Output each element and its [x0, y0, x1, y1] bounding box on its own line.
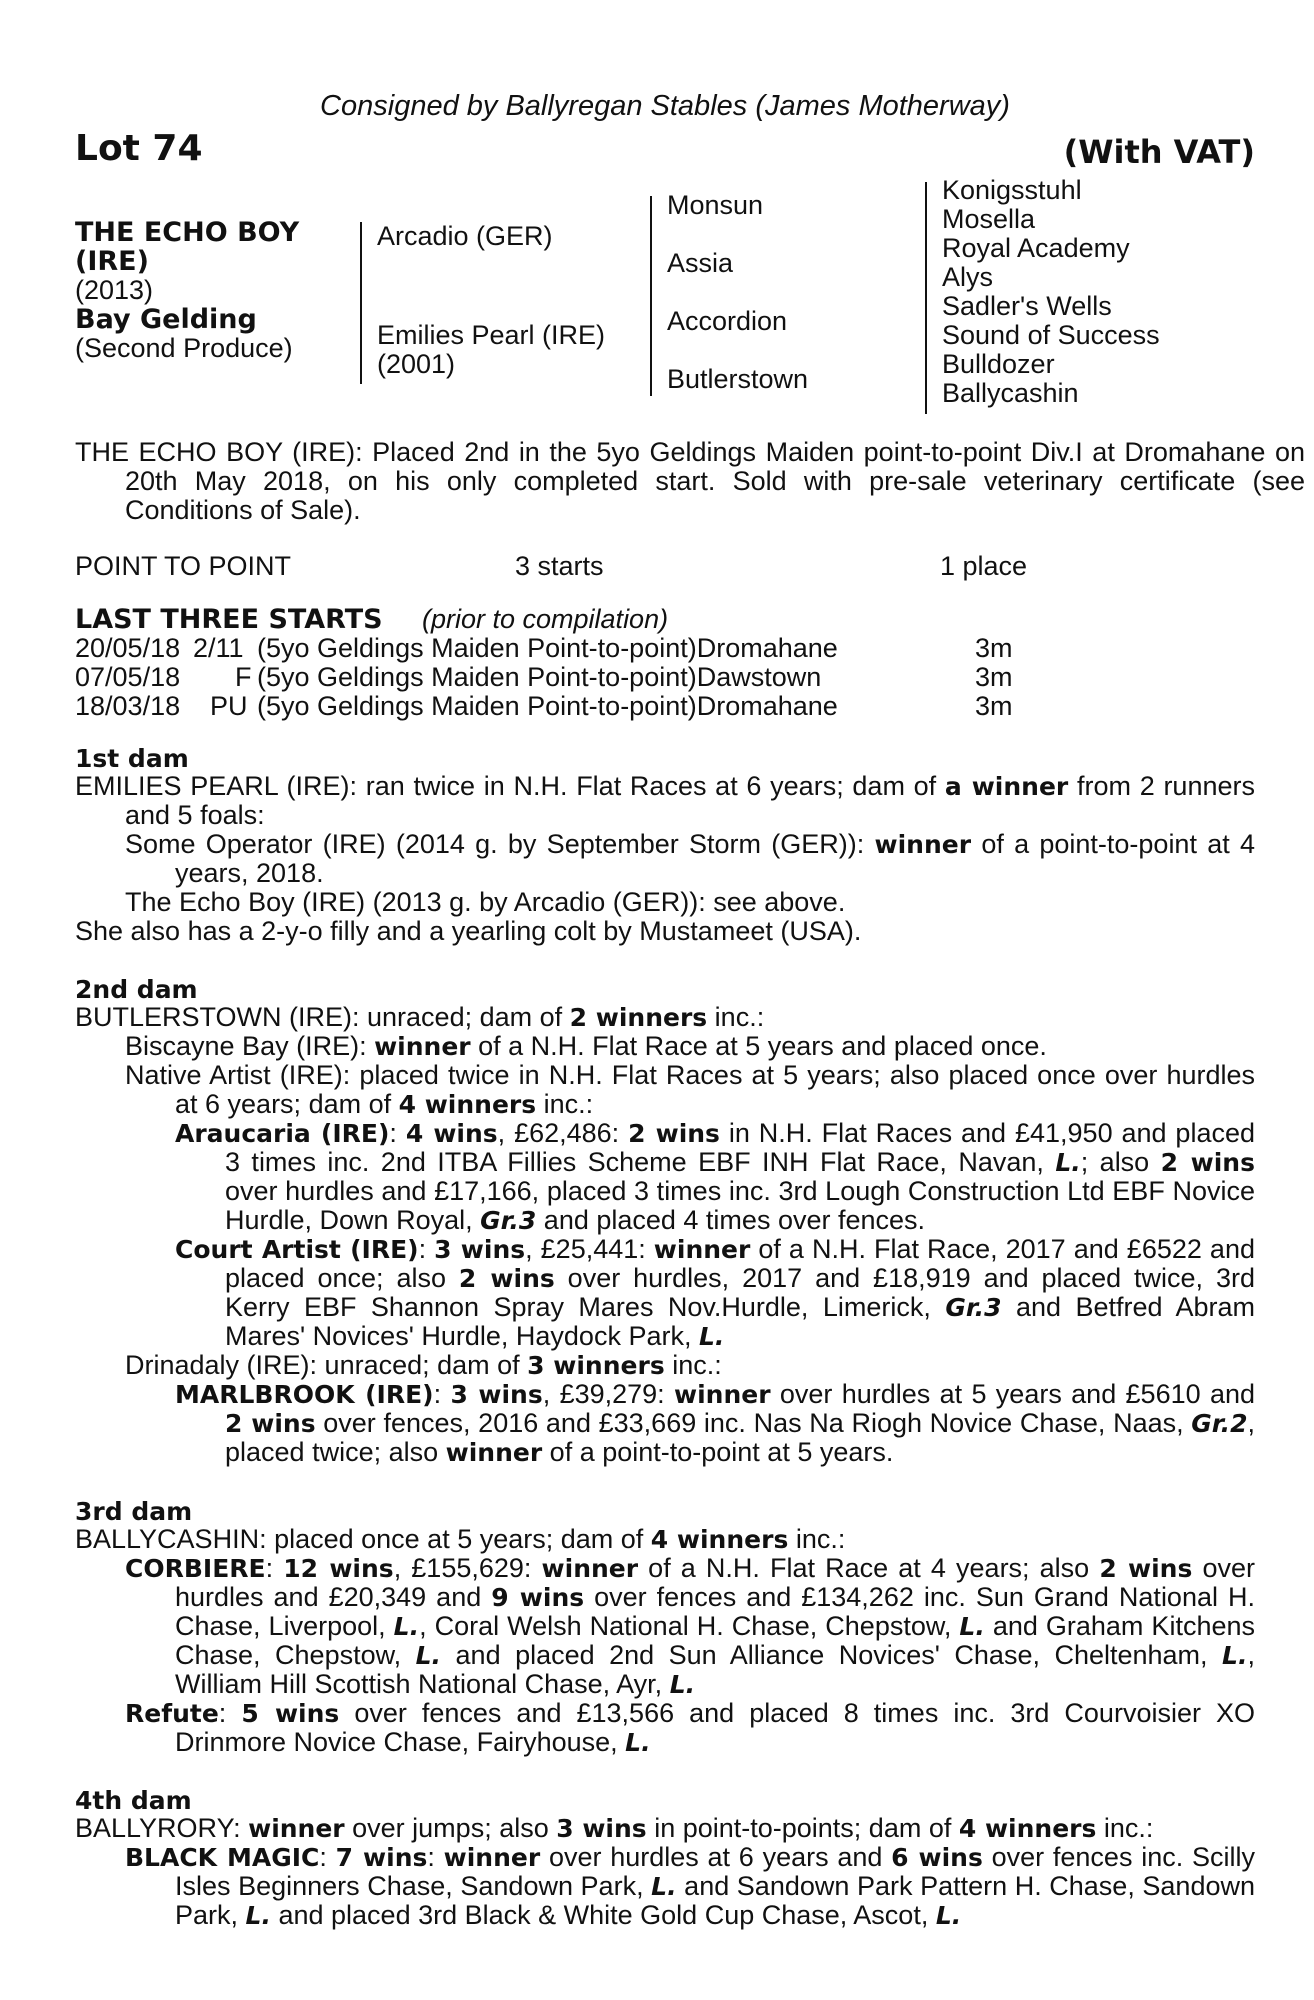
pedigree-divider	[360, 222, 362, 384]
great-grandparent: Ballycashin	[942, 378, 1079, 408]
horse-sex: Bay Gelding	[75, 304, 257, 335]
pedigree-divider	[650, 196, 652, 396]
horse-name: THE ECHO BOY	[75, 217, 300, 248]
start-distance: 3m	[975, 691, 1013, 721]
vat-label: (With VAT)	[1063, 133, 1255, 171]
third-dam-heading: 3rd dam	[75, 1497, 193, 1526]
start-distance: 3m	[975, 633, 1013, 663]
start-row	[75, 663, 1255, 693]
record-label: POINT TO POINT	[75, 551, 292, 581]
great-grandparent: Sadler's Wells	[942, 291, 1112, 321]
great-grandparent: Konigsstuhl	[942, 175, 1082, 205]
lot-number: Lot 74	[75, 128, 203, 169]
horse-country: (IRE)	[75, 246, 149, 277]
sire: Arcadio (GER)	[377, 221, 553, 251]
pedigree-divider	[925, 182, 927, 414]
start-distance: 3m	[975, 662, 1013, 692]
grandparent: Assia	[667, 248, 734, 278]
start-date: 07/05/18	[75, 662, 181, 692]
horse-identity	[75, 218, 345, 363]
start-date: 18/03/18	[75, 691, 181, 721]
record-starts: 3 starts	[515, 551, 604, 581]
start-position: PU	[210, 691, 248, 721]
start-position: 2/11	[193, 633, 244, 663]
great-grandparent: Mosella	[942, 204, 1036, 234]
last-starts-heading-row	[75, 605, 1255, 635]
start-date: 20/05/18	[75, 633, 181, 663]
record-row	[75, 552, 1255, 582]
great-grandparent: Bulldozer	[942, 349, 1055, 379]
last-starts-note: (prior to compilation)	[422, 604, 669, 634]
record-places: 1 place	[940, 551, 1028, 581]
dam-year: (2001)	[377, 349, 456, 379]
start-race: (5yo Geldings Maiden Point-to-point)Dromahane	[257, 691, 838, 721]
grandparent: Butlerstown	[667, 364, 809, 394]
great-grandparent: Sound of Success	[942, 320, 1160, 350]
fourth-dam-heading: 4th dam	[75, 1786, 192, 1815]
grandparent: Accordion	[667, 306, 788, 336]
start-race: (5yo Geldings Maiden Point-to-point)Dawstown	[257, 662, 822, 692]
great-grandparent: Royal Academy	[942, 233, 1130, 263]
grandparent: Monsun	[667, 190, 764, 220]
dam: Emilies Pearl (IRE)	[377, 320, 606, 350]
great-grandparent: Alys	[942, 262, 994, 292]
start-position: F	[235, 662, 252, 692]
start-row	[75, 634, 1255, 664]
horse-summary: THE ECHO BOY (IRE): Placed 2nd in the 5yo Geldings Maiden point-to-point Div.I at Dromahane on 20th May 2018, on his only completed start. Sold with pre-sale veterinary certificate (see Conditions of Sale).	[75, 437, 1305, 525]
start-row	[75, 692, 1255, 722]
first-dam-heading: 1st dam	[75, 744, 189, 773]
horse-produce: (Second Produce)	[75, 333, 293, 363]
third-dam-block: BALLYCASHIN: placed once at 5 years; dam of 4 winners inc.: CORBIERE: 12 wins, £155,629: winner of a N.H. Flat Race at 4 years; also 2 wins over hurdles and £20,349 and 9 wins over fences and £134,262 inc. Sun Grand National H. Chase, Liverpool, L., Coral Welsh National H. Chase, Chepstow, L. and Graham Kitchens Chase, Chepstow, L. and placed 2nd Sun Alliance Novices' Chase, Cheltenham, L., William Hill Scottish National Chase, Ayr, L. Refute: 5 wins over fences and £13,566 and placed 8 times inc. 3rd Courvoisier XO Drinmore Novice Chase, Fairyhouse, L.	[75, 1524, 1255, 1757]
fourth-dam-block: BALLYRORY: winner over jumps; also 3 wins in point-to-points; dam of 4 winners inc.: BLACK MAGIC: 7 wins: winner over hurdles at 6 years and 6 wins over fences inc. Scilly Isles Beginners Chase, Sandown Park, L. and Sandown Park Pattern H. Chase, Sandown Park, L. and placed 3rd Black & White Gold Cup Chase, Ascot, L.	[75, 1813, 1255, 1930]
horse-year: (2013)	[75, 275, 154, 305]
start-race: (5yo Geldings Maiden Point-to-point)Dromahane	[257, 633, 838, 663]
second-dam-block: BUTLERSTOWN (IRE): unraced; dam of 2 winners inc.: Biscayne Bay (IRE): winner of a N.H. Flat Race at 5 years and placed once. Native Artist (IRE): placed twice in N.H. Flat Races at 5 years; also placed once over hurdles at 6 years; dam of 4 winners inc.: Araucaria (IRE): 4 wins, £62,486: 2 wins in N.H. Flat Races and £41,950 and placed 3 times inc. 2nd ITBA Fillies Scheme EBF INH Flat Race, Navan, L.; also 2 wins over hurdles and £17,166, placed 3 times inc. 3rd Lough Construction Ltd EBF Novice Hurdle, Down Royal, Gr.3 and placed 4 times over fences. Court Artist (IRE): 3 wins, £25,441: winner of a N.H. Flat Race, 2017 and £6522 and placed once; also 2 wins over hurdles, 2017 and £18,919 and placed twice, 3rd Kerry EBF Shannon Spray Mares Nov.Hurdle, Limerick, Gr.3 and Betfred Abram Mares' Novices' Hurdle, Haydock Park, L. Drinadaly (IRE): unraced; dam of 3 winners inc.: MARLBROOK (IRE): 3 wins, £39,279: winner over hurdles at 5 years and £5610 and 2 wins over fences, 2016 and £33,669 inc. Nas Na Riogh Novice Chase, Naas, Gr.2, placed twice; also winner of a point-to-point at 5 years.	[75, 1002, 1256, 1467]
consignor-line: Consigned by Ballyregan Stables (James Motherway)	[320, 90, 1010, 122]
second-dam-heading: 2nd dam	[75, 975, 198, 1004]
first-dam-block: EMILIES PEARL (IRE): ran twice in N.H. Flat Races at 6 years; dam of a winner from 2 runners and 5 foals: Some Operator (IRE) (2014 g. by September Storm (GER)): winner of a point-to-point at 4 years, 2018. The Echo Boy (IRE) (2013 g. by Arcadio (GER)): see above. She also has a 2-y-o filly and a yearling colt by Mustameet (USA).	[75, 771, 1255, 946]
last-starts-heading: LAST THREE STARTS	[75, 604, 383, 635]
